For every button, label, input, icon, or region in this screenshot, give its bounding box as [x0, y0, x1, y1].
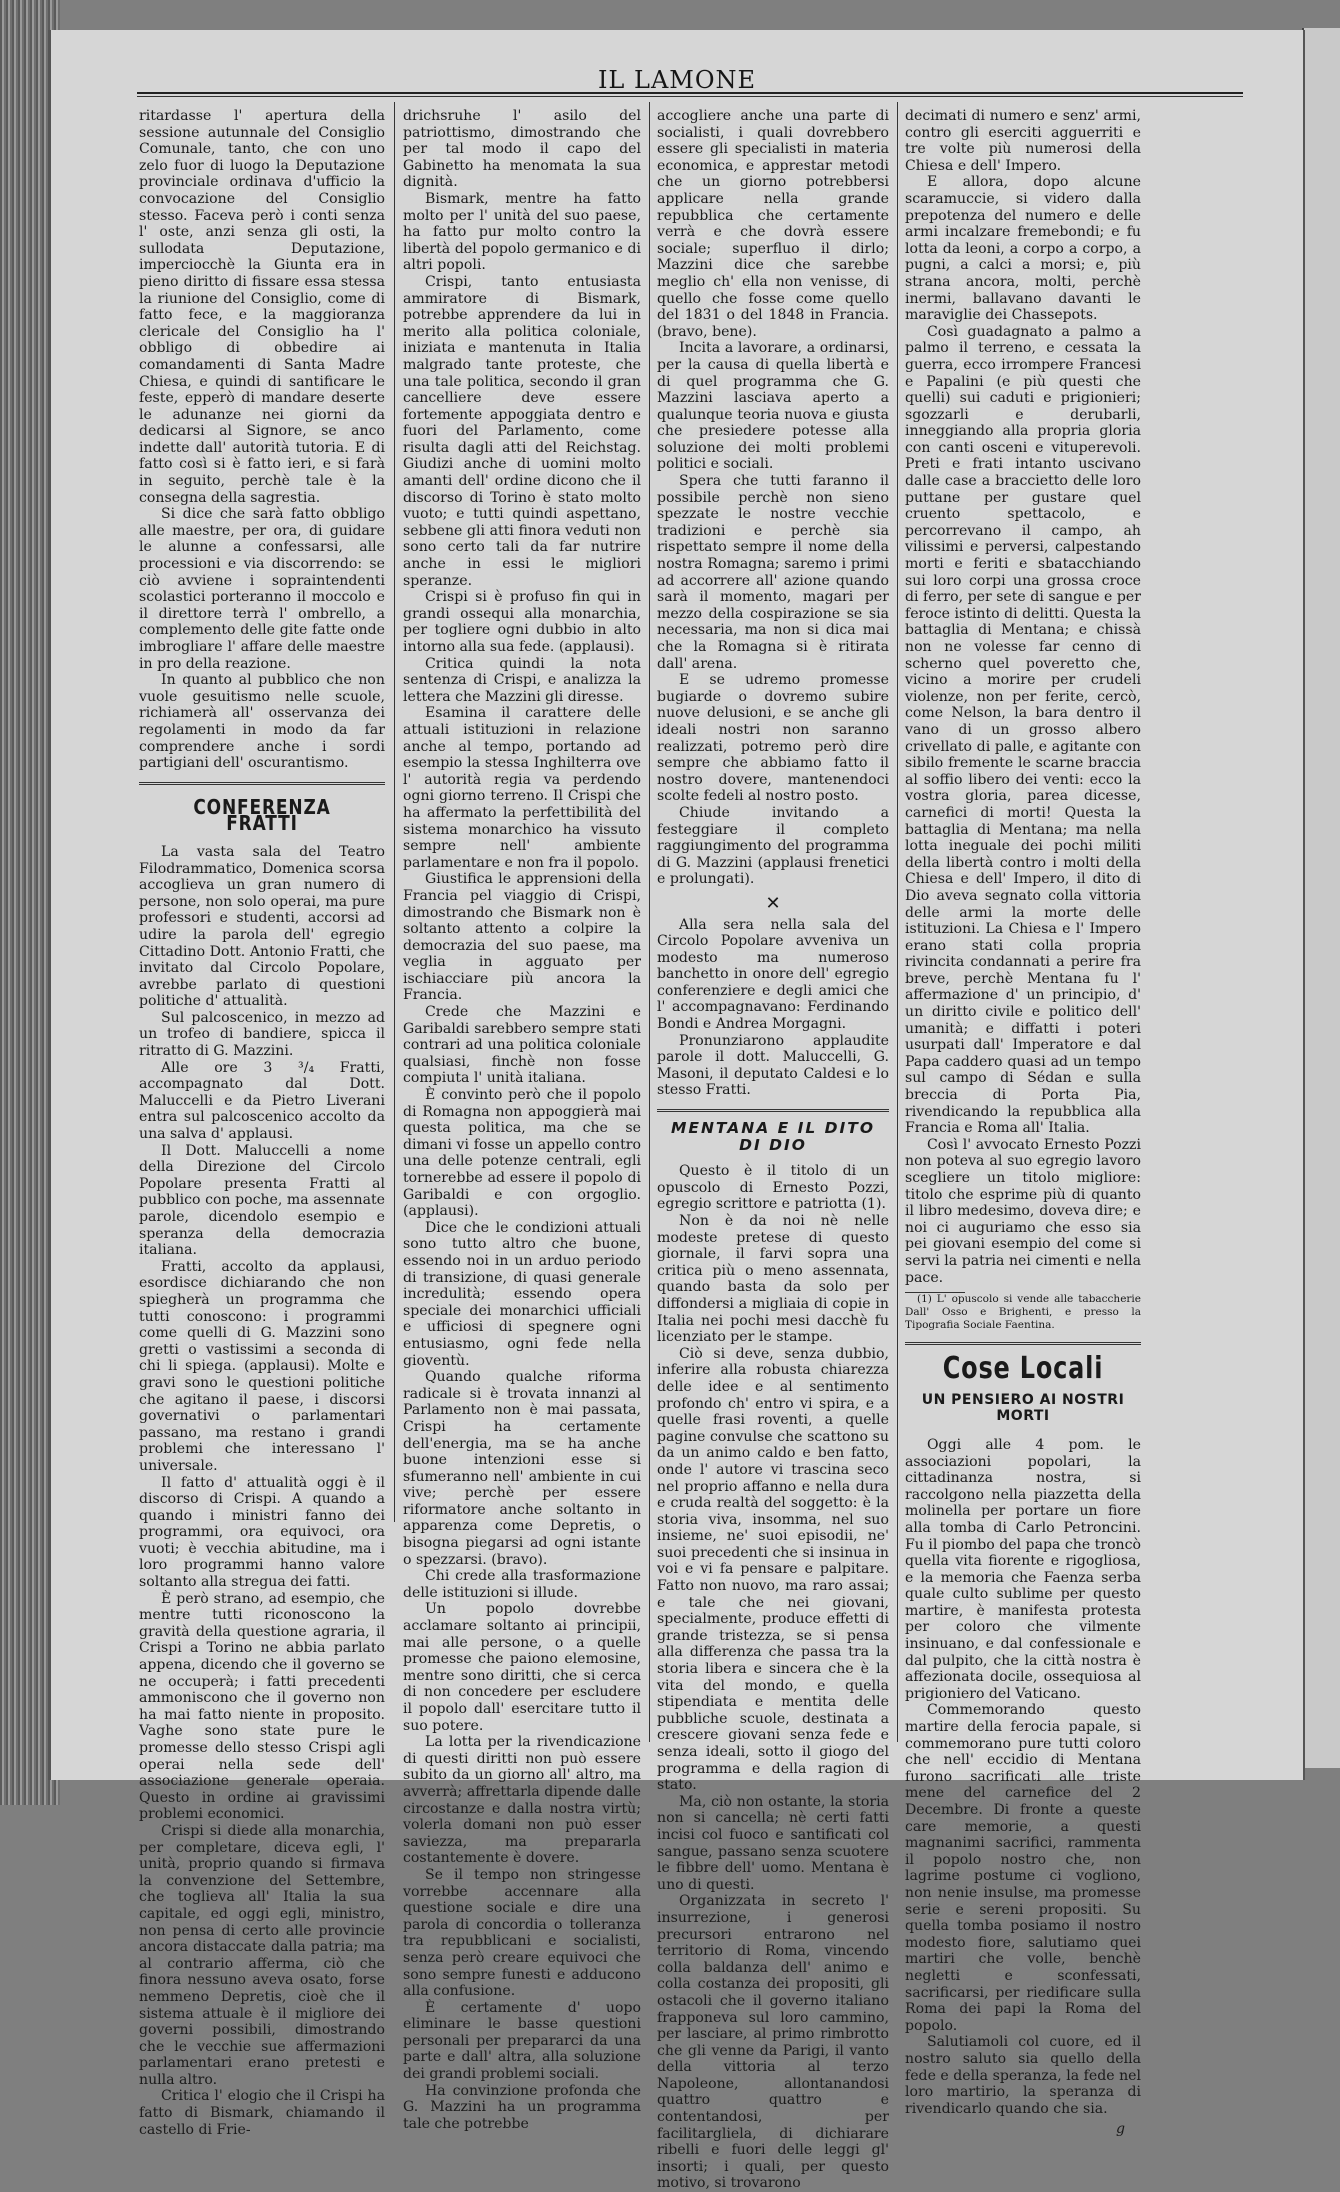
masthead-rule: [137, 92, 1243, 94]
paragraph: Fratti, accolto da applausi, esordisce dichiarando che non spiegherà un programma che tutti conoscono: i programmi come quelli di G. Mazzini sono gretti o vastissimi a seconda di chi li spiega. (applausi). Molte e gravi sono le questioni politiche che agitano il paese, i discorsi governativi o parlamentari passano, ma restano i grandi problemi che interessano l' universale.: [139, 1258, 385, 1474]
paragraph: Questo è il titolo di un opuscolo di Ernesto Pozzi, egregio scrittore e patriotta (1).: [657, 1163, 889, 1213]
paragraph: In quanto al pubblico che non vuole gesuitismo nelle scuole, richiamerà all' osservanza dei regolamenti in modo da far comprendere anche i sordi partigiani dell' oscurantismo.: [139, 672, 385, 772]
paragraph: Ciò si deve, senza dubbio, inferire alla robusta chiarezza delle idee e al sentimento profondo ch' entro vi spira, e a quelle frasi roventi, a quelle pagine convulse che scattono su da un animo caldo e ben fatto, onde l' autore vi trascina seco nel proprio affanno e nella dura e cruda realtà del soggetto: è la storia viva, insomma, nel suo insieme, ne' suoi episodii, ne' suoi precedenti che si insinua in voi e vi fa pensare e palpitare. Fatto non nuovo, ma raro assai; e tale che nei giovani, specialmente, produce effetti di grande tristezza, se si pensa alla differenza che passa tra la storia libera e sincera che è la vita del mondo, e quella stipendiata e mentita delle pubbliche scuole, destinata a crescere giovani senza fede e senza ideali, sotto il giogo del programma e della ragion di stato.: [657, 1345, 889, 1794]
paragraph: Sul palcoscenico, in mezzo ad un trofeo di bandiere, spicca il ritratto di G. Mazzini.: [139, 1009, 385, 1060]
paragraph: Se il tempo non stringesse vorrebbe accennare alla questione sociale e dire una parola di concordia o tolleranza tra repubblicani e socialisti, senza però creare equivoci che sono sempre funesti e adducono alla confusione.: [403, 1866, 641, 2000]
paragraph: Chiude invitando a festeggiare il completo raggiungimento del programma di G. Mazzini (applausi frenetici e prolungati).: [657, 804, 889, 888]
paragraph: Il Dott. Maluccelli a nome della Direzione del Circolo Popolare presenta Fratti al pubblico con poche, ma assennate parole, dicendolo esempio e speranza della democrazia italiana.: [139, 1142, 385, 1259]
paragraph: Quando qualche riforma radicale si è trovata innanzi al Parlamento non è mai passata, Crispi ha certamente dell'energia, ma se ha anche buone intenzioni esse si sfumeranno nell' ambiente in cui vive; perchè per essere riformatore anche soltanto in apparenza come Depretis, o bisogna piegarsi ad ogni istante o spezzarsi. (bravo).: [403, 1369, 641, 1568]
paragraph: Critica l' elogio che il Crispi ha fatto di Bismark, chiamando il castello di Frie-: [139, 2088, 385, 2138]
footnote: (1) L' opuscolo si vende alle tabaccherie Dall' Osso e Brighenti, e presso la Tipografia Sociale Faentina.: [905, 1293, 1141, 1332]
paragraph: E allora, dopo alcune scaramuccie, si videro dalla prepotenza del numero e delle armi incalzare fremebondi; e fu lotta da leoni, a corpo a corpo, a pugni, a calci a morsi; e, più strana ancora, molti, perchè inermi, ballavano davanti le maraviglie dei Chassepots.: [905, 174, 1141, 324]
paragraph: È però strano, ad esempio, che mentre tutti riconoscono la gravità della questione agraria, il Crispi a Torino ne abbia parlato appena, dicendo che il governo se ne occuperà; i fatti precedenti ammoniscono che il governo non ha mai fatto niente in proposito. Vaghe sono state pure le promesse dello stesso Crispi agli operai nella sede dell' associazione generale operaia. Questo in ordine ai gravissimi problemi economici.: [139, 1590, 385, 1823]
paragraph: La vasta sala del Teatro Filodrammatico, Domenica scorsa accoglieva un gran numero di persone, non solo operai, ma pure professori e studenti, accorsi ad udire la parola dell' egregio Cittadino Dott. Antonio Fratti, che invitato dal Circolo Popolare, avrebbe parlato di questioni politiche d' attualità.: [139, 843, 385, 1010]
paragraph: accogliere anche una parte di socialisti, i quali dovrebbero essere gli specialisti in materia economica, e apprestar metodi che un giorno potrebbersi applicare nella grande repubblica che certamente verrà e che dovrà essere sociale; superfluo il dirlo; Mazzini dice che sarebbe meglio ch' ella non venisse, di quello che fosse come quello del 1831 o del 1848 in Francia. (bravo, bene).: [657, 108, 889, 340]
paragraph: Esamina il carattere delle attuali istituzioni in relazione anche al tempo, portando ad esempio la stessa Inghilterra ove l' autorità regia va perdendo ogni giorno terreno. Il Crispi che ha affermato la perfettibilità del sistema monarchico ha vissuto sempre nell' ambiente parlamentare e non fra il popolo.: [403, 705, 641, 871]
newspaper-page: [48, 30, 1305, 2192]
masthead: IL LAMONE: [597, 66, 757, 94]
paragraph: Si dice che sarà fatto obbligo alle maestre, per ora, di guidare le alunne a confessarsi, alle processioni e via discorrendo: se ciò avviene i sopraintendenti scolastici porteranno il moccolo e il direttore terrà l' ombrello, a complemento delle gite fatte onde imbrogliare l' affare delle maestre in pro della reazione.: [139, 506, 385, 672]
column-3: [657, 108, 889, 2192]
paragraph: Così guadagnato a palmo a palmo il terreno, e cessata la guerra, ecco irrompere Francesi e Papalini (e più questi che quelli) sui caduti e prigionieri; sgozzarli e derubarli, inneggiando alla propria gloria con canti osceni e vituperevoli. Preti e frati intanto uscivano dalle case a braccietto delle loro puttane per gustare quel cruento spettacolo, e percorrevano il campo, ah vilissimi e perversi, calpestando morti e feriti e sbatacchiando sui loro corpi una grossa croce di ferro, per sete di sangue e per feroce istinto di delitti. Questa la battaglia di Mentana; e chissà non ne volesse far cenno di scherno quel poveretto che, vicino a morire per crudeli violenze, non per ferite, cercò, come Nelson, la bara dentro il vano di un grosso albero crivellato di palle, e agitante con sibilo fremente le scarne braccia al soffio libero dei venti: ecco la vostra gloria, parea dicesse, carnefici di morti! Questa la battaglia di Mentana; ma nella lotta ineguale dei pochi militi della libertà contro i molti della Chiesa e dell' Impero, il dito di Dio aveva segnato colla vittoria delle armi la morte delle istituzioni. La Chiesa e l' Impero erano stati colla propria rivincita condannati a perire fra breve, perchè Mentana fu l' affermazione d' un principio, d' un diritto civile e politico dell' umanità; e diffatti i poteri usurpati dall' Imperatore e dal Papa caddero quasi ad un tempo sul campo di Sédan e sulla breccia di Porta Pia, rivendicando la repubblica alla Francia e Roma all' Italia.: [905, 323, 1141, 1137]
paragraph: Alle ore 3 ³/₄ Fratti, accompagnato dal Dott. Maluccelli e da Pietro Liverani entra sul palcoscenico accolto da una salva d' applausi.: [139, 1059, 385, 1143]
column-1: [139, 108, 385, 2138]
column-divider: [649, 102, 650, 1742]
paragraph: Ma, ciò non ostante, la storia non si cancella; nè certi fatti incisi col fuoco e santificati col sangue, passano senza scuotere le fibbre dell' uomo. Mentana è uno di questi.: [657, 1793, 889, 1893]
article-heading-pensiero: UN PENSIERO AI NOSTRI MORTI: [921, 1391, 1125, 1425]
column-4: [905, 108, 1142, 2138]
paragraph: Spera che tutti faranno il possibile perchè non sieno spezzate le nostre vecchie tradizioni e perchè sia rispettato sempre il nome della nostra Romagna; saremo i primi ad accorrere all' azione quando sarà il momento, magari per mezzo della cospirazione se sia necessaria, ma non si dica mai che la Romagna si è ritirata dall' arena.: [657, 473, 889, 672]
section-heading-cose-locali: Cose Locali: [942, 1351, 1104, 1387]
paragraph: Critica quindi la nota sentenza di Crispi, e analizza la lettera che Mazzini gli diresse.: [403, 655, 641, 705]
paragraph: Crede che Mazzini e Garibaldi sarebbero sempre stati contrari ad una politica coloniale qualsiasi, finchè non fosse compiuta l' unità italiana.: [403, 1004, 641, 1087]
paragraph: Giustifica le apprensioni della Francia pel viaggio di Crispi, dimostrando che Bismark non è soltanto attento a colpire la democrazia del suo paese, ma veglia in agguato per ischiacciare più ancora la Francia.: [403, 871, 641, 1004]
paragraph: Il fatto d' attualità oggi è il discorso di Crispi. A quando a quando i ministri fanno dei programmi, ora equivoci, ora vuoti; è vecchia abitudine, ma i loro programmi hanno valore soltanto alla stregua dei fatti.: [139, 1474, 385, 1591]
section-divider: [657, 1109, 889, 1112]
paragraph: Crispi si è profuso fin qui in grandi ossequi alla monarchia, per togliere ogni dubbio in alto intorno alla sua fede. (applausi).: [403, 589, 641, 655]
signature: g: [1115, 2121, 1125, 2138]
paragraph: Pronunziarono applaudite parole il dott. Maluccelli, G. Masoni, il deputato Caldesi e lo stesso Fratti.: [657, 1032, 889, 1099]
column-2: [403, 108, 641, 2132]
paragraph: Bismark, mentre ha fatto molto per l' unità del suo paese, ha fatto pur molto contro la libertà del popolo germanico e di altri popoli.: [403, 190, 641, 274]
paragraph: Incita a lavorare, a ordinarsi, per la causa di quella libertà e di quel programma che G. Mazzini lasciava aperto a qualunque teoria nuova e giusta che presiedere potesse alla soluzione dei molti problemi politici e sociali.: [657, 340, 889, 473]
paragraph: È certamente d' uopo eliminare le basse questioni personali per prepararci da una parte e dall' altra, alla soluzione dei grandi problemi sociali.: [403, 1999, 641, 2083]
paragraph: Così l' avvocato Ernesto Pozzi non poteva al suo egregio lavoro scegliere un titolo migliore: titolo che esprime più di quanto il libro medesimo, doveva dire; e noi ci auguriamo che esso sia pei giovani esempio del come si servi la patria nei cimenti e nella pace.: [905, 1136, 1141, 1286]
paragraph: È convinto però che il popolo di Romagna non appoggierà mai questa politica, ma che se dimani vi fosse un appello contro una delle potenze centrali, egli tornerebbe ad essere il popolo di Garibaldi e con orgoglio. (applausi).: [403, 1087, 641, 1220]
paragraph: Crispi si diede alla monarchia, per completare, diceva egli, l' unità, proprio quando si firmava la convenzione del Settembre, che toglieva all' Italia la sua capitale, ed oggi egli, ministro, non pensa di certo alle provincie ancora distaccate dalla patria; ma al contrario afferma, ciò che finora nessuno aveva osato, forse nemmeno Depretis, cioè che il sistema attuale è il migliore dei governi possibili, dimostrando che le vecchie sue affermazioni parlamentari erano pretesti e nulla altro.: [139, 1822, 385, 2088]
paragraph: Oggi alle 4 pom. le associazioni popolari, la cittadinanza nostra, si raccolgono nella piazzetta della molinella per portare un fiore alla tomba di Carlo Petroncini. Fu il piombo del papa che troncò quella vita fiorente e rigogliosa, e la memoria che Faenza serba quale culto sublime per questo martire, è manifesta protesta per coloro che vilmente insinuano, e dal confessionale e dal pulpito, che la città nostra è affezionata docile, ossequiosa al prigioniero del Vaticano.: [905, 1436, 1142, 1702]
paragraph: ritardasse l' apertura della sessione autunnale del Consiglio Comunale, tanto, che con uno zelo fuor di luogo la Deputazione provinciale ordinava d'ufficio la convocazione del Consiglio stesso. Faceva però i conti senza l' oste, anzi senza gli osti, la sullodata Deputazione, imperciocchè la Giunta era in pieno diritto di fissare essa stessa la riunione del Consiglio, come di fatto fece, e la maggioranza clericale del Consiglio ha l' obbligo di obbedire ai comandamenti di Santa Madre Chiesa, e quindi di santificare le feste, epperò di mandare deserte le adunanze nei giorni da dedicarsi al Signore, se anco indette dall' autorità tutoria. E di fatto così si è fatto ieri, e si farà in seguito, perchè tale è la consegna della sagrestia.: [139, 108, 385, 506]
paragraph: Chi crede alla trasformazione delle istituzioni si illude.: [403, 1568, 641, 1601]
section-divider: [139, 782, 385, 785]
paragraph: Crispi, tanto entusiasta ammiratore di Bismark, potrebbe apprendere da lui in merito alla politica coloniale, iniziata e mantenuta in Italia malgrado tante proteste, che una tale politica, secondo il gran cancelliere deve essere fortemente appoggiata dentro e fuori del Parlamento, come risulta dagli atti del Reichstag. Giudizi anche di uomini molto amanti dell' ordine dicono che il discorso di Torino è stato molto vuoto; e tutti quindi aspettano, sebbene gli atti finora veduti non sono certo tali da far nutrire anche in essi le migliori speranze.: [403, 273, 641, 589]
paragraph: Alla sera nella sala del Circolo Popolare avveniva un modesto ma numeroso banchetto in onore dell' egregio conferenziere e degli amici che l' accompagnavano: Ferdinando Bondi e Andrea Morgagni.: [657, 916, 889, 1033]
paragraph: Salutiamoli col cuore, ed il nostro saluto sia quello della fede e della speranza, la fede nel loro martirio, la speranza di rivendicarlo quando che sia.: [905, 2034, 1141, 2117]
paragraph: drichsruhe l' asilo del patriottismo, dimostrando che per tal modo il capo del Gabinetto ha menomata la sua dignità.: [403, 108, 641, 191]
paragraph: Organizzata in secreto l' insurrezione, i generosi precursori entrarono nel territorio di Roma, vincendo colla baldanza dell' animo e colla costanza dei propositi, gli ostacoli che il governo italiano frapponeva sul loro cammino, per lasciare, al primo rimbrotto che gli venne da Parigi, il vanto della vittoria al terzo Napoleone, allontanandosi quattro quattro e contentandosi, per facilitargliela, di dichiarare ribelli e fuori delle leggi gl' insorti; i quali, per questo motivo, si trovarono: [657, 1893, 889, 2192]
masthead-rule-thin: [137, 96, 1243, 97]
cross-ornament: ✕: [765, 892, 781, 914]
article-heading-mentana: MENTANA E IL DITO DI DIO: [670, 1119, 876, 1154]
paragraph: decimati di numero e senz' armi, contro gli eserciti agguerriti e tre volte più numerosi della Chiesa e dell' Impero.: [905, 108, 1141, 174]
article-heading-conferenza: CONFERENZA FRATTI: [193, 794, 331, 836]
paragraph: La lotta per la rivendicazione di questi diritti non può essere subito da un giorno all' altro, ma avverrà; affrettarla dipende dalle circostanze e dalla nostra virtù; volerla domani non può esser saviezza, ma prepararla costantemente è dovere.: [403, 1734, 641, 1867]
next-page-edge: [1302, 28, 1340, 1768]
paragraph: Non è da noi nè nelle modeste pretese di questo giornale, il farvi sopra una critica più o meno assennata, quando basta da solo per diffondersi a migliaia di copie in Italia nei pochi mesi dacchè fu licenziato per le stampe.: [657, 1213, 889, 1346]
paragraph: E se udremo promesse bugiarde o dovremo subire nuove delusioni, e se anche gli ideali nostri non saranno realizzati, potremo però dire sempre che abbiamo fatto il nostro dovere, mantenendoci scolte fedeli al nostro posto.: [657, 672, 889, 805]
paragraph: Commemorando questo martire della ferocia papale, si commemorano pure tutti coloro che nell' eccidio di Mentana furono sacrificati alle triste mene del carnefice del 2 Decembre. Di fronte a queste care memorie, a questi magnanimi sacrifici, rammenta il popolo nostro che, non lagrime postume ci vogliono, non nenie insulse, ma promesse serie e sereni propositi. Su quella tomba posiamo il nostro modesto fiore, salutiamo quei martiri che volle, benchè negletti e sconfessati, sacrificarsi, per riedificare sulla Roma dei papi la Roma del popolo.: [905, 1702, 1141, 2034]
section-divider: [905, 1342, 1141, 1345]
paragraph: Dice che le condizioni attuali sono tutto altro che buone, essendo noi in un arduo periodo di transizione, di quasi generale incredulità; essendo opera speciale dei monarchici ufficiali e ufficiosi di spegnere ogni entusiasmo, ogni fede nella gioventù.: [403, 1219, 641, 1369]
column-divider: [394, 102, 395, 1522]
paragraph: Un popolo dovrebbe acclamare soltanto ai principii, mai alle persone, o a quelle promesse che paiono elemosine, mentre sono diritti, che si cerca di non concedere per escludere il popolo dall' esercitare tutto il suo potere.: [403, 1601, 641, 1734]
paragraph: Ha convinzione profonda che G. Mazzini ha un programma tale che potrebbe: [403, 2082, 641, 2132]
column-divider: [897, 102, 898, 1742]
